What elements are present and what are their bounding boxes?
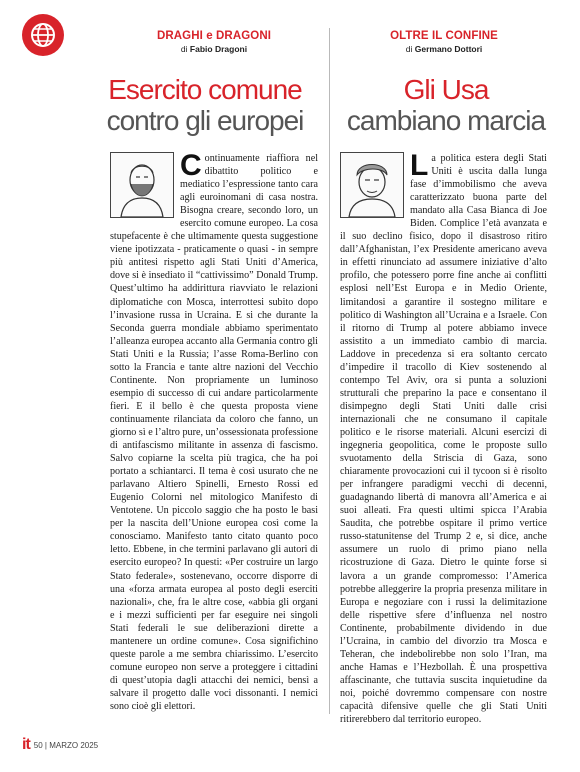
left-drop-cap: C (180, 149, 202, 182)
page-footer (22, 736, 98, 754)
globe-icon (22, 14, 64, 56)
column-divider (329, 28, 330, 714)
left-headline (92, 74, 318, 136)
left-byline-prefix: di (180, 44, 188, 54)
author-portrait-icon (340, 152, 404, 218)
right-headline (336, 74, 556, 136)
left-article-body (110, 149, 318, 713)
right-article-text: a politica estera degli Stati Uniti è uscita dalla lunga fase d’immobilismo che aveva caratterizzato buona parte del mandato alla Casa Bianca di Joe Biden. Complice l’età avanzata e il suo declino fisico, dopo il disastroso ritiro dall’Afghanistan, l’ex Presidente americano aveva in effetti rinunciato ad assumere iniziative d’alto profilo, che potessero porre fine anche ai conflitti esplosi nell’Est Europa e in Medio Oriente, limitandosi a garantire il sostegno militare e politico di Washington all’Ucraina e a Israele. Con il ritorno di Trump al potere abbiamo invece assistito a un immediato cambio di marcia. Laddove in precedenza si era soltanto cercato d’impedire il tracollo di Kiev sostenendo al contempo Tel Aviv, ora si punta a soluzioni strutturali che preparino la pace e consentano il disimpegno degli Stati Uniti dalle crisi internazionali che ne consumano il capitale politico e le risorse materiali. Alcuni esercizi di ingegneria geopolitica, come le proposte sullo svuotamento della Striscia di Gaza, sono chiaramente provocazioni cui il tycoon si è risolto per infrangere paradigmi vecchi di decenni, guadagnando libertà di manovra all’America e ai suoi alleati. Fra questi ultimi spicca l’Arabia Saudita, che potrebbe ospitare il primo vertice russo-statunitense del Trump 2 e, si dice, anche assumere un ruolo di primo piano nella ricostruzione di Gaza. Dietro le quinte forse si lavora a un grande compromesso: l’America potrebbe alleggerire la propria presenza militare in Europa e negoziare con i russi la delimitazione delle rispettive sfere d’influenza nel nostro Continente, probabilmente dividendo in due l’Ucraina, in cambio del divorzio tra Mosca e Teheran, che indebolirebbe non solo l’Iran, ma anche Hamas e l’Hezbollah. È una prospettiva affascinante, che tuttavia suscita inquietudine da noi, poiché dovremmo compensare con nostre capacità difensive quelle che gli Stati Uniti ritirerebbero dal territorio europeo. (340, 153, 547, 726)
left-article-text: ontinuamente riaffiora nel dibattito politico e mediatico l’espressione tanto cara agli euroinomani di casa nostra. Bisogna creare, secondo loro, un esercito comune europeo. La cosa stupefacente è che ultimamente questa suggestione viene ipotizzata - praticamente o quasi - in sempre più antitesi rispetto agli Stati Uniti d’America, dove si è insediato il “cattivissimo” Donald Trump. Quest’ultimo ha addirittura riavviato le relazioni diplomatiche con Mosca, interrottesi subito dopo l’invasione russa in Ucraina. E si che durante la Seconda guerra mondiale abbiamo sperimentato l’alleanza europea accanto alla Germania contro gli Stati Uniti e la Russia; l’asse Roma-Berlino con sotto la Francia e tante altre nazioni del Vecchio Continente. Non propriamente un luminoso esempio di successo di cui andare particolarmente fieri. E il bello è che questa proposta viene continuamente rilanciata da coloro che fanno, un giorno sì e l’altro pure, un’ossessionata professione di antifascismo militante in assenza di fascismo. Salvo copiarne la scelta più tragica, che ha poi portato a schiantarci. Il tema è così usurato che ne parlavano Altiero Spinelli, Ernesto Rossi ed Eugenio Colorni nel mitologico Manifesto di Ventotene. Un piccolo saggio che ha posto le basi per la nascita dell’Unione europea così come la conosciamo. Manifesto tanto citato quanto poco letto. Ebbene, in che termini parlavano gli autori di esercito europeo? In questi: «Per costruire un largo Stato federale», sostenevano, occorre disporre di una «forza armata europea al posto degli eserciti nazionali», che, fra le altre cose, «abbia gli organi e i mezzi sufficienti per far eseguire nei singoli Stati federali le sue deliberazioni dirette a mantenere un ordine comune». Cosa significhino queste parole a me sembra chiarissimo. L’esercito comune europeo non serve a proteggere i cittadini di quest’utopia dagli attacchi dei nemici, bensì a salvare il progetto dalle voci dissonanti. I nemici sono cioè gli elettori. (110, 153, 318, 712)
right-byline-prefix: di (405, 44, 413, 54)
left-headline-red: Esercito comune (108, 74, 302, 105)
magazine-logo: it (22, 736, 30, 753)
right-byline (340, 43, 548, 55)
left-article (110, 149, 318, 713)
left-headline-gray: contro gli europei (106, 105, 304, 136)
left-section-label: DRAGHI e DRAGONI (156, 30, 272, 42)
right-column-header (340, 30, 548, 55)
right-headline-red: Gli Usa (403, 74, 489, 105)
right-drop-cap: L (410, 149, 429, 182)
author-portrait-icon (110, 152, 174, 218)
globe-icon-graphic (28, 20, 58, 50)
right-article-body (340, 149, 547, 726)
left-author: Fabio Dragoni (189, 44, 248, 54)
right-author: Germano Dottori (414, 44, 483, 54)
left-byline (110, 43, 318, 55)
left-column-header (110, 30, 318, 55)
right-section-label: OLTRE IL CONFINE (390, 30, 498, 42)
page-folio: 50 | MARZO 2025 (33, 740, 99, 750)
right-article (340, 149, 547, 726)
right-headline-gray: cambiano marcia (346, 105, 546, 136)
